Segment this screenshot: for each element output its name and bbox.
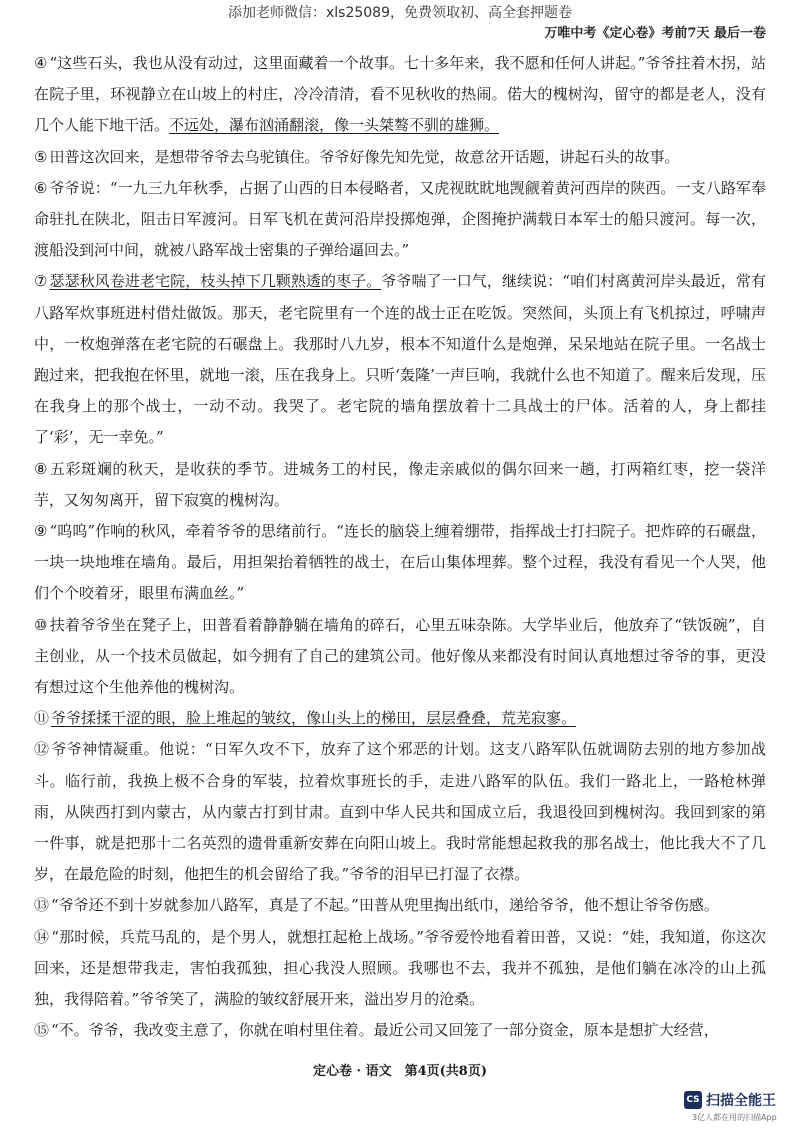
paragraph — [34, 454, 766, 516]
underlined-sentence: 不远处，瀑布汹涌翻滚，像一头桀骜不驯的雄狮。 — [169, 116, 500, 135]
paragraph-text: 扶着爷爷坐在凳子上，田普看着静静躺在墙角的碎石，心里五味杂陈。大学毕业后，他放弃了“铁饭碗”，自主创业，从一个技术员做起，如今拥有了自己的建筑公司。他好像从来都没有时间认真地想过爷爷的事，更没有想过这个生他养他的槐树沟。 — [34, 615, 766, 697]
paragraph — [34, 703, 766, 734]
paragraph-number: ⑦ — [34, 272, 48, 291]
paragraph — [34, 48, 766, 142]
paragraph-number: ⑥ — [34, 178, 48, 197]
paragraph-text: 田普这次回来，是想带爷爷去乌驼镇住。爷爷好像先知先觉，故意岔开话题，讲起石头的故事。 — [49, 147, 680, 166]
paragraph-text: “不。爷爷，我改变主意了，你就在咱村里住着。最近公司又回笼了一部分资金，原本是想扩大经营， — [51, 1021, 719, 1040]
paragraph — [34, 142, 766, 173]
paragraph-text: 爷爷神情凝重。他说：“日军久攻不下，放弃了这个邪恶的计划。这支八路军队伍就调防去别的地方参加战斗。临行前，我换上极不合身的军装，拉着炊事班长的手，走进八路军的队伍。我们一路北上，一路枪林弹雨，从陕西打到内蒙古，从内蒙古打到甘肃。直到中华人民共和国成立后，我退役回到槐树沟。我回到家的第一件事，就是把那十二名英烈的遗骨重新安葬在向阳山坡上。我时常能想起救我的那名战士，他比我大不了几岁，在最危险的时刻，他把生的机会留给了我。”爷爷的泪早已打湿了衣襟。 — [34, 740, 766, 884]
paragraph-number: ⑮ — [34, 1021, 50, 1040]
scanner-app-tagline: 3亿人都在用的扫描App — [692, 1113, 777, 1122]
paragraph — [34, 610, 766, 704]
paragraph-number: ⑫ — [34, 740, 50, 759]
paragraph — [34, 516, 766, 610]
paragraph-number: ⑭ — [34, 927, 50, 946]
page-footer: 定心卷 · 语文 第4页(共8页) — [313, 1064, 487, 1079]
paragraph-number: ⑧ — [34, 459, 49, 478]
underlined-sentence: 瑟瑟秋风卷进老宅院，枝头掉下几颗熟透的枣子。 — [49, 272, 382, 291]
paragraph — [34, 734, 766, 890]
paragraph-text: 五彩斑斓的秋天，是收获的季节。进城务工的村民，像走亲戚似的偶尔回来一趟，打两箱红枣，挖一袋洋芋，又匆匆离开，留下寂寞的槐树沟。 — [34, 459, 766, 509]
paragraph-text: 爷爷喘了一口气，继续说：“咱们村离黄河岸头最近，常有八路军炊事班进村借灶做饭。那天，老宅院里有一个连的战士正在吃饭。突然间，头顶上有飞机掠过，呼啸声中，一枚炮弹落在老宅院的石碾盘上。我那时八九岁，根本不知道什么是炮弹，呆呆地站在院子里。一名战士跑过来，把我抱在怀里，就地一滚，压在我身上。只听‘轰隆’一声巨响，我就什么也不知道了。醒来后发现，压在我身上的那个战士，一动不动。我哭了。老宅院的墙角摆放着十二具战士的尸体。活着的人，身上都挂了‘彩’，无一幸免。” — [34, 272, 766, 447]
paragraph-text: “这些石头，我也从没有动过，这里面藏着一个故事。七十多年来，我不愿和任何人讲起。”爷爷拄着木拐，站在院子里，环视静立在山坡上的村庄，冷冷清清，看不见秋收的热闹。偌大的槐树沟，留守的都是老人，没有几个人能下地干活。 — [34, 54, 767, 135]
paragraph-number: ⑬ — [34, 896, 50, 915]
paragraph-text: “那时候，兵荒马乱的，是个男人，就想扛起枪上战场。”爷爷爱怜地看着田普，又说：“娃，我知道，你这次回来，还是想带我走，害怕我孤独，担心我没人照顾。我哪也不去，我并不孤独，是他们躺在冰冷的山上孤独，我得陪着。”爷爷笑了，满脸的皱纹舒展开来，溢出岁月的沧桑。 — [34, 927, 766, 1009]
article-body — [34, 48, 766, 1047]
paragraph-number: ⑩ — [34, 615, 48, 634]
paragraph-text: 爷爷说：“一九三九年秋季，占据了山西的日本侵略者，又虎视眈眈地觊觎着黄河西岸的陕西。一支八路军奉命驻扎在陕北，阻击日军渡河。日军飞机在黄河沿岸投掷炮弹，企图掩护满载日本军士的船只渡河。每一次，渡船没到河中间，就被八路军战士密集的子弹给逼回去。” — [34, 178, 766, 260]
paragraph — [34, 173, 766, 267]
paragraph — [34, 890, 766, 921]
paragraph-number: ⑤ — [34, 147, 48, 166]
paragraph-text: “爷爷还不到十岁就参加八路军，真是了不起。”田普从兜里掏出纸巾，递给爷爷，他不想让爷爷伤感。 — [51, 896, 719, 915]
underlined-sentence: 爷爷揉揉干涩的眼，脸上堆起的皱纹，像山头上的梯田，层层叠叠，荒芜寂寥。 — [51, 709, 577, 728]
paragraph-text: “呜呜”作响的秋风，牵着爷爷的思绪前行。“连长的脑袋上缠着绷带，指挥战士打扫院子。把炸碎的石碾盘，一块一块地堆在墙角。最后，用担架抬着牺牲的战士，在后山集体埋葬。整个过程，我没有看见一个人哭，他们个个咬着牙，眼里布满血丝。” — [34, 522, 767, 603]
paragraph-number: ⑪ — [34, 709, 50, 728]
camscanner-icon: CS — [684, 1091, 702, 1109]
paragraph — [34, 1015, 766, 1046]
paragraph — [34, 266, 766, 453]
scanner-logo — [684, 1090, 796, 1130]
paragraph-number: ④ — [34, 54, 48, 72]
paragraph-number: ⑨ — [34, 522, 48, 541]
paragraph — [34, 922, 766, 1016]
exam-header: 万唯中考《定心卷》考前7天 最后一卷 — [544, 26, 766, 41]
watermark-banner: 添加老师微信：xls25089，免费领取初、高全套押题卷 — [227, 5, 572, 21]
scanner-app-name: 扫描全能王 — [706, 1093, 776, 1109]
